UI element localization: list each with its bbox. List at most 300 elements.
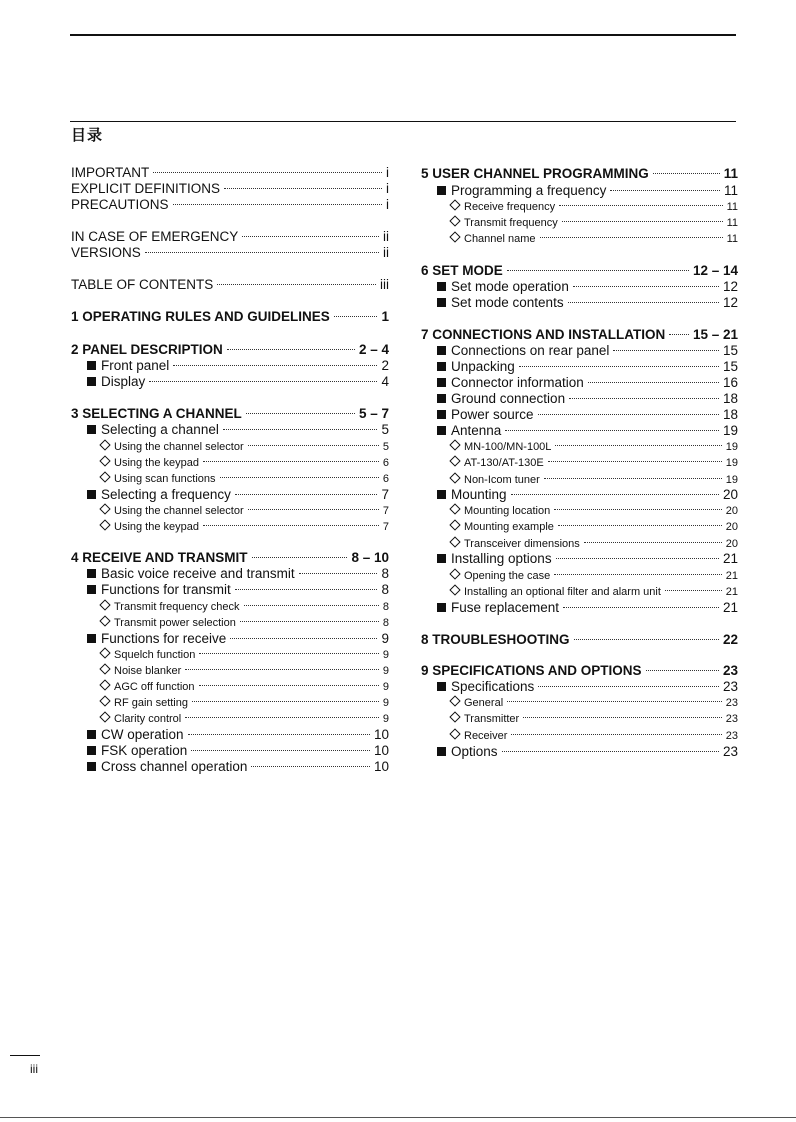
dot-leader [191,750,370,751]
toc-entry-page: 21 [722,600,738,615]
square-bullet-icon [87,762,96,771]
toc-entry-page: 12 – 14 [692,263,738,278]
dot-leader [554,574,722,575]
toc-entry-title: Functions for transmit [101,582,231,597]
page-number: iii [30,1062,38,1076]
toc-entry-title: Opening the case [464,570,551,582]
dot-leader [559,205,722,206]
toc-entry-page: 7 [382,505,389,517]
toc-entry-page: i [386,181,389,196]
diamond-bullet-icon [449,568,460,579]
toc-entry-page: 19 [725,457,738,469]
toc-entry-page: 2 [381,358,389,373]
diamond-bullet-icon [99,647,110,658]
dot-leader [244,605,379,606]
toc-entry-page: 11 [726,201,738,213]
dot-leader [646,670,719,671]
toc-entry-title: Squelch function [114,649,196,661]
dot-leader [188,734,370,735]
square-bullet-icon [437,410,446,419]
dot-leader [507,701,722,702]
dot-leader [173,204,382,205]
toc-entry-page: ii [383,245,389,260]
toc-subsection-entry[interactable] [421,439,738,455]
toc-entry-title: Non-Icom tuner [464,474,540,486]
toc-entry-page: 12 [722,295,738,310]
toc-entry-page: 21 [722,551,738,566]
toc-entry-title: 8 TROUBLESHOOTING [421,632,570,647]
toc-entry-page: 8 [381,582,389,597]
dot-leader [192,701,379,702]
toc-chapter-entry[interactable] [421,663,738,679]
dot-leader [568,302,719,303]
toc-entry[interactable] [71,229,389,245]
toc-entry-page: 10 [373,727,389,742]
toc-entry-title: FSK operation [101,743,188,758]
toc-entry-title: AT-130/AT-130E [464,457,544,469]
toc-entry-page: 9 [382,697,389,709]
toc-entry[interactable] [71,197,389,213]
toc-entry-title: Receive frequency [464,201,556,213]
diamond-bullet-icon [449,472,460,483]
dot-leader [223,429,378,430]
square-bullet-icon [87,377,96,386]
toc-entry-title: Power source [451,407,534,422]
toc-entry-title: VERSIONS [71,245,141,260]
toc-entry-title: Transmitter [464,713,520,725]
toc-entry-title: 1 OPERATING RULES AND GUIDELINES [71,309,330,324]
toc-entry-page: 6 [382,473,389,485]
diamond-bullet-icon [449,455,460,466]
toc-entry-page: 9 [382,665,389,677]
dot-leader [203,525,379,526]
toc-entry-title: Noise blanker [114,665,182,677]
dot-leader [554,509,722,510]
toc-entry-page: 19 [722,423,738,438]
toc-entry-page: 8 [382,601,389,613]
toc-entry-page: 8 [381,566,389,581]
toc-entry-page: 10 [373,743,389,758]
toc-entry-page: 8 [382,617,389,629]
toc-entry-page: 5 – 7 [358,406,389,421]
toc-entry-title: 3 SELECTING A CHANNEL [71,406,242,421]
page-heading: 目录 [71,126,104,144]
toc-entry-title: RF gain setting [114,697,188,709]
toc-entry-page: 23 [722,663,738,678]
toc-entry-title: PRECAUTIONS [71,197,169,212]
toc-entry-title: Connections on rear panel [451,343,610,358]
toc-section-entry[interactable] [421,343,738,359]
bottom-rule [0,1117,796,1118]
dot-leader [240,621,379,622]
dot-leader [248,445,379,446]
toc-entry-title: EXPLICIT DEFINITIONS [71,181,221,196]
toc-chapter-entry[interactable] [421,632,738,648]
toc-entry-title: Receiver [464,730,508,742]
diamond-bullet-icon [99,663,110,674]
toc-entry[interactable] [71,245,389,261]
toc-entry-page: 20 [725,521,738,533]
toc-subsection-entry[interactable] [421,695,738,711]
toc-entry-page: 9 [382,649,389,661]
toc-section-entry[interactable] [421,423,738,439]
dot-leader [653,173,720,174]
toc-section-entry[interactable] [71,358,389,374]
toc-entry-title: Transmit frequency [464,217,558,229]
dot-leader [519,366,719,367]
toc-entry-page: 9 [382,713,389,725]
toc-section-entry[interactable] [421,391,738,407]
toc-entry-title: Options [451,744,498,759]
square-bullet-icon [437,362,446,371]
diamond-bullet-icon [99,471,110,482]
heading-rule [70,121,736,122]
dot-leader [224,188,382,189]
toc-entry-title: Mounting example [464,521,554,533]
dot-leader [511,494,719,495]
toc-entry-page: 18 [722,407,738,422]
toc-entry-title: TABLE OF CONTENTS [71,277,214,292]
dot-leader [149,381,377,382]
diamond-bullet-icon [449,728,460,739]
toc-entry-page: 7 [382,521,389,533]
toc-subsection-entry[interactable] [421,728,738,744]
toc-entry-title: 4 RECEIVE AND TRANSMIT [71,550,248,565]
dot-leader [145,252,379,253]
toc-section-entry[interactable] [421,295,738,311]
diamond-bullet-icon [449,231,460,242]
square-bullet-icon [437,490,446,499]
square-bullet-icon [87,490,96,499]
toc-section-entry[interactable] [421,487,738,503]
toc-entry-page: 6 [382,457,389,469]
toc-entry[interactable] [71,181,389,197]
toc-entry[interactable] [71,165,389,181]
diamond-bullet-icon [449,536,460,547]
dot-leader [588,382,719,383]
toc-subsection-entry[interactable] [71,663,389,679]
toc-subsection-entry[interactable] [71,519,389,535]
toc-section-entry[interactable] [71,566,389,582]
diamond-bullet-icon [99,695,110,706]
toc-entry-title: Installing options [451,551,552,566]
toc-entry-page: 20 [722,487,738,502]
toc-entry-page: 21 [725,586,738,598]
toc-chapter-entry[interactable] [71,309,389,325]
toc-entry-title: Transmit power selection [114,617,236,629]
toc-entry-title: Installing an optional filter and alarm unit [464,586,661,598]
square-bullet-icon [437,346,446,355]
dot-leader [538,686,719,687]
toc-entry-title: Transceiver dimensions [464,538,580,550]
toc-subsection-entry[interactable] [71,455,389,471]
dot-leader [252,557,348,558]
dot-leader [248,509,379,510]
toc-section-entry[interactable] [71,374,389,390]
square-bullet-icon [437,378,446,387]
diamond-bullet-icon [99,615,110,626]
toc-section-entry[interactable] [71,743,389,759]
square-bullet-icon [87,634,96,643]
toc-subsection-entry[interactable] [421,199,738,215]
dot-leader [538,414,719,415]
toc-section-entry[interactable] [71,582,389,598]
diamond-bullet-icon [99,455,110,466]
toc-entry-title: CW operation [101,727,184,742]
toc-entry-page: 5 [381,422,389,437]
toc-entry-title: Antenna [451,423,502,438]
toc-entry-page: 20 [725,538,738,550]
toc-section-entry[interactable] [71,727,389,743]
toc-subsection-entry[interactable] [421,536,738,552]
toc-entry-title: 2 PANEL DESCRIPTION [71,342,223,357]
dot-leader [230,638,377,639]
square-bullet-icon [437,298,446,307]
toc-entry-page: 23 [725,713,738,725]
dot-leader [185,669,379,670]
square-bullet-icon [437,682,446,691]
toc-subsection-entry[interactable] [421,711,738,727]
square-bullet-icon [87,569,96,578]
toc-entry-page: 21 [725,570,738,582]
toc-subsection-entry[interactable] [71,695,389,711]
toc-entry-title: MN-100/MN-100L [464,441,552,453]
toc-entry-title: Using the keypad [114,457,199,469]
toc-subsection-entry[interactable] [421,472,738,488]
dot-leader [505,430,719,431]
diamond-bullet-icon [99,503,110,514]
toc-entry-title: Clarity control [114,713,182,725]
dot-leader [563,607,719,608]
toc-entry-page: 23 [722,744,738,759]
toc-section-entry[interactable] [421,551,738,567]
dot-leader [569,398,719,399]
diamond-bullet-icon [449,711,460,722]
toc-entry-title: IN CASE OF EMERGENCY [71,229,239,244]
toc-subsection-entry[interactable] [421,455,738,471]
toc-entry-page: 22 [722,632,738,647]
toc-chapter-entry[interactable] [71,342,389,358]
toc-entry-page: 9 [382,681,389,693]
toc-entry-title: Basic voice receive and transmit [101,566,295,581]
toc-entry-page: 2 – 4 [358,342,389,357]
dot-leader [199,685,379,686]
dot-leader [555,445,721,446]
dot-leader [173,365,377,366]
toc-section-entry[interactable] [421,600,738,616]
toc-entry-title: Channel name [464,233,536,245]
dot-leader [246,413,355,414]
square-bullet-icon [87,730,96,739]
diamond-bullet-icon [449,199,460,210]
dot-leader [153,172,382,173]
toc-entry-title: Fuse replacement [451,600,560,615]
toc-entry-title: Display [101,374,146,389]
dot-leader [669,334,689,335]
toc-entry-title: Unpacking [451,359,515,374]
toc-subsection-entry[interactable] [71,599,389,615]
toc-chapter-entry[interactable] [421,263,738,279]
toc-entry-page: 12 [722,279,738,294]
dot-leader [235,494,378,495]
dot-leader [502,751,719,752]
dot-leader [511,734,721,735]
toc-section-entry[interactable] [421,744,738,760]
toc-chapter-entry[interactable] [421,327,738,343]
toc-section-entry[interactable] [71,487,389,503]
toc-subsection-entry[interactable] [421,215,738,231]
toc-entry-title: Front panel [101,358,170,373]
dot-leader [523,717,722,718]
toc-subsection-entry[interactable] [421,519,738,535]
square-bullet-icon [437,426,446,435]
toc-subsection-entry[interactable] [421,231,738,247]
toc-entry-page: 15 [722,343,738,358]
toc-entry-title: Using scan functions [114,473,216,485]
toc-entry-page: 4 [381,374,389,389]
toc-entry-page: iii [380,277,389,292]
toc-subsection-entry[interactable] [71,615,389,631]
diamond-bullet-icon [449,584,460,595]
toc-entry-page: 7 [381,487,389,502]
toc-section-entry[interactable] [421,183,738,199]
dot-leader [665,590,722,591]
dot-leader [299,573,378,574]
toc-entry-page: ii [383,229,389,244]
toc-chapter-entry[interactable] [71,550,389,566]
toc-entry-title: Programming a frequency [451,183,607,198]
toc-entry-page: 11 [723,183,738,198]
square-bullet-icon [437,394,446,403]
toc-entry-title: Using the keypad [114,521,199,533]
toc-entry-title: 6 SET MODE [421,263,503,278]
square-bullet-icon [437,186,446,195]
top-rule [70,34,736,36]
toc-entry-page: 23 [722,679,738,694]
toc-entry-title: Specifications [451,679,535,694]
toc-entry-page: 11 [723,166,738,181]
toc-entry-page: 15 [722,359,738,374]
diamond-bullet-icon [449,519,460,530]
toc-section-entry[interactable] [421,279,738,295]
diamond-bullet-icon [99,439,110,450]
dot-leader [242,236,379,237]
toc-entry-title: Using the channel selector [114,441,244,453]
toc-entry-title: Connector information [451,375,584,390]
toc-chapter-entry[interactable] [421,166,738,182]
toc-entry-title: Mounting [451,487,507,502]
toc-entry-title: 9 SPECIFICATIONS AND OPTIONS [421,663,642,678]
toc-section-entry[interactable] [421,359,738,375]
dot-leader [235,589,378,590]
toc-subsection-entry[interactable] [421,503,738,519]
toc-entry-page: i [386,165,389,180]
page-number-rule [10,1055,40,1056]
square-bullet-icon [437,747,446,756]
toc-entry-title: Transmit frequency check [114,601,240,613]
toc-section-entry[interactable] [71,631,389,647]
diamond-bullet-icon [449,503,460,514]
toc-subsection-entry[interactable] [71,503,389,519]
diamond-bullet-icon [99,599,110,610]
dot-leader [574,639,719,640]
dot-leader [220,477,379,478]
dot-leader [584,542,722,543]
toc-entry-title: Ground connection [451,391,566,406]
diamond-bullet-icon [449,215,460,226]
dot-leader [573,286,719,287]
toc-entry-title: Cross channel operation [101,759,248,774]
toc-entry-page: 23 [725,730,738,742]
dot-leader [540,237,723,238]
toc-subsection-entry[interactable] [421,584,738,600]
dot-leader [610,190,720,191]
toc-section-entry[interactable] [71,759,389,775]
toc-subsection-entry[interactable] [71,471,389,487]
square-bullet-icon [87,425,96,434]
toc-entry-page: 18 [722,391,738,406]
toc-section-entry[interactable] [421,679,738,695]
toc-subsection-entry[interactable] [71,439,389,455]
toc-entry-title: General [464,697,504,709]
toc-entry-title: IMPORTANT [71,165,150,180]
toc-entry-page: 20 [725,505,738,517]
dot-leader [507,270,689,271]
toc-section-entry[interactable] [421,375,738,391]
toc-entry-title: Selecting a frequency [101,487,231,502]
toc-entry-page: i [386,197,389,212]
toc-entry-title: Set mode contents [451,295,564,310]
toc-subsection-entry[interactable] [71,647,389,663]
toc-entry-title: Selecting a channel [101,422,219,437]
toc-subsection-entry[interactable] [71,711,389,727]
toc-entry-page: 23 [725,697,738,709]
toc-section-entry[interactable] [421,407,738,423]
dot-leader [562,221,723,222]
toc-entry[interactable] [71,277,389,293]
square-bullet-icon [437,603,446,612]
toc-chapter-entry[interactable] [71,406,389,422]
toc-entry-title: Functions for receive [101,631,227,646]
square-bullet-icon [87,361,96,370]
dot-leader [217,284,376,285]
dot-leader [558,525,722,526]
toc-entry-page: 5 [382,441,389,453]
dot-leader [556,558,719,559]
toc-entry-page: 19 [725,474,738,486]
dot-leader [185,717,379,718]
toc-entry-page: 1 [381,309,389,324]
diamond-bullet-icon [99,679,110,690]
toc-entry-title: 7 CONNECTIONS AND INSTALLATION [421,327,666,342]
square-bullet-icon [437,282,446,291]
toc-entry-page: 10 [373,759,389,774]
toc-entry-page: 9 [381,631,389,646]
dot-leader [203,461,379,462]
toc-section-entry[interactable] [71,422,389,438]
toc-entry-title: Set mode operation [451,279,569,294]
dot-leader [613,350,719,351]
square-bullet-icon [437,554,446,563]
toc-entry-page: 8 – 10 [351,550,389,565]
dot-leader [548,461,722,462]
dot-leader [227,349,355,350]
toc-subsection-entry[interactable] [421,568,738,584]
dot-leader [544,478,722,479]
toc-subsection-entry[interactable] [71,679,389,695]
toc-entry-title: AGC off function [114,681,195,693]
toc-entry-title: 5 USER CHANNEL PROGRAMMING [421,166,649,181]
